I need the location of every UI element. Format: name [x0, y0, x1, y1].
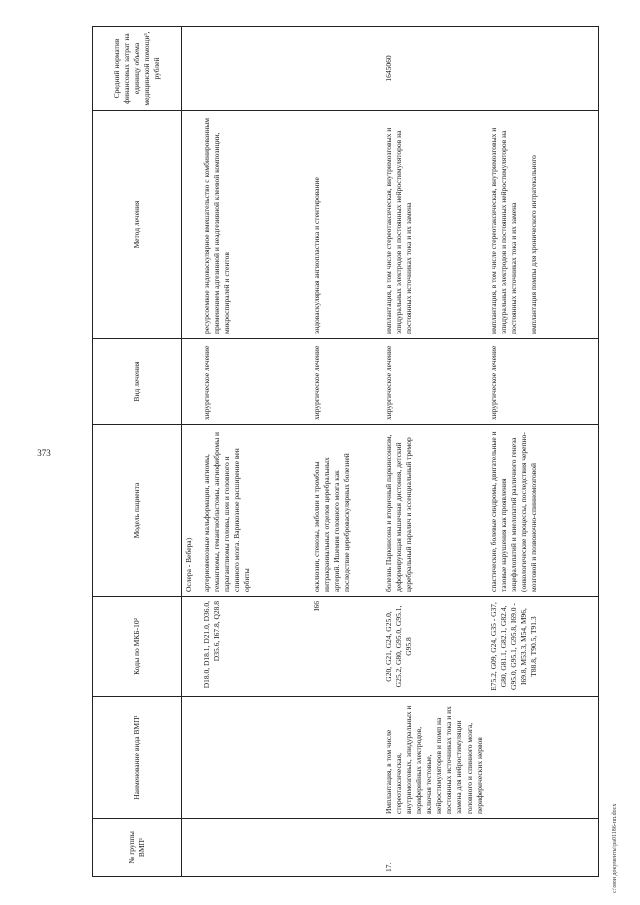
cell-patient-model: окклюзии, стенозы, эмболии и тромбозы интракраниальных отделов церебральных артерий. Ишемия головного мозга как последствие цереброваскулярных болезней	[310, 425, 382, 597]
header-patient-model: Модель пациента	[93, 425, 182, 597]
table-row	[487, 27, 599, 877]
cell-patient-model: болезнь Паркинсона и вторичный паркинсонизм, деформирующая мышечная дистония, детский церебральный паралич и эссенциальный тремор	[382, 425, 487, 597]
cell-patient-model: артериовенозные мальформации, ангиомы, гемангиомы, гемангиобластомы, ангиофибромы и параганглиомы головы, шеи и головного и спинного мозга. Варикозное расширение вен орбиты	[200, 425, 310, 597]
cell-patient-model: спастические, болевые синдромы, двигательные и тазовые нарушения как проявления энцефалопатий и миелопатий различного генеза (онкологические процессы, последствия черепно-мозговой и позвоночно-спинномозговой	[487, 425, 599, 597]
header-group-number: № группы ВМП¹	[93, 819, 182, 877]
header-treatment-method: Метод лечения	[93, 111, 182, 339]
header-icd-codes: Коды по МКБ-10²	[93, 597, 182, 697]
cell-vmp-name	[310, 697, 382, 819]
cell-icd-codes: D18.0, D18.1, D21.0, D36.0, D35.6, I67.8, Q28.8	[200, 597, 310, 697]
cell-icd-codes: E75.2, G09, G24, G35 - G37, G80, G81.1, G82.1, G82.4, G95.0, G95.1, G95.8, I69.0 - I69.8, M53.3, M54, M96, T88.8, T90.5, T91.3	[487, 597, 599, 697]
table-row	[382, 27, 487, 877]
table-header-row	[93, 27, 182, 877]
cell-average-cost	[200, 27, 310, 111]
cell-treatment-method: ресурсоемкое эндоваскулярное вмешательство с комбинированным применением адгезивной и неадгезивной клеевой композиции, микроспиралей и стентов	[200, 111, 310, 339]
cell-icd-codes: I66	[310, 597, 382, 697]
cell-treatment-method	[487, 111, 599, 339]
cell-group-number: 17.	[382, 819, 487, 877]
rotated-table-region	[92, 27, 612, 877]
cell-patient-model: Ослера - Вебера)	[182, 425, 200, 597]
cell-vmp-name	[200, 697, 310, 819]
cell-vmp-name	[487, 697, 599, 819]
cell-treatment-type: хирургическое лечение	[310, 339, 382, 425]
cell-average-cost	[182, 27, 200, 111]
cell-treatment-type: хирургическое лечение	[487, 339, 599, 425]
cell-average-cost	[310, 27, 382, 111]
cell-treatment-type: хирургическое лечение	[382, 339, 487, 425]
cell-group-number	[310, 819, 382, 877]
treatment-method-line: имплантация, в том числе стереотаксическая, внутримозговых и эпидуральных электродов и постоянных нейростимуляторов на постоянных источниках тока и их замена	[488, 127, 518, 334]
cell-average-cost	[487, 27, 599, 111]
cell-treatment-method: эндоваскулярная ангиопластика и стентирование	[310, 111, 382, 339]
header-average-cost: Средний норматив финансовых затрат на единицу объема медицинской помощи³, рублей	[93, 27, 182, 111]
cell-group-number	[200, 819, 310, 877]
vmp-table	[92, 26, 599, 877]
cell-treatment-type: хирургическое лечение	[200, 339, 310, 425]
cell-icd-codes	[182, 597, 200, 697]
cell-vmp-name	[182, 697, 200, 819]
cell-icd-codes: G20, G21, G24, G25.0, G25.2, G80, G95.0, G95.1, G95.8	[382, 597, 487, 697]
file-path-footer: c:\мои документы\ра01186-пп.docx	[612, 803, 618, 893]
header-treatment-type: Вид лечения	[93, 339, 182, 425]
page-number: 373	[37, 448, 51, 458]
cell-group-number	[487, 819, 599, 877]
cell-group-number	[182, 819, 200, 877]
table-row	[310, 27, 382, 877]
table-row	[182, 27, 200, 877]
cell-vmp-name: Имплантация, в том числе стереотаксическая, внутримозговых, эпидуральных и периферийных электродов, включая тестовые, нейростимуляторов и помп на постоянных источниках тока и их замена для нейростимуляции головного и спинного мозга, периферических нервов	[382, 697, 487, 819]
cell-treatment-method: имплантация, в том числе стереотаксическая, внутримозговых и эпидуральных электродов и постоянных нейростимуляторов на постоянных источниках тока и их замена	[382, 111, 487, 339]
cell-treatment-type	[182, 339, 200, 425]
cell-treatment-method	[182, 111, 200, 339]
cell-average-cost: 1645060	[382, 27, 487, 111]
treatment-method-line: имплантация помпы для хронического интратекального	[529, 155, 539, 334]
header-vmp-name: Наименование вида ВМП¹	[93, 697, 182, 819]
table-row	[200, 27, 310, 877]
